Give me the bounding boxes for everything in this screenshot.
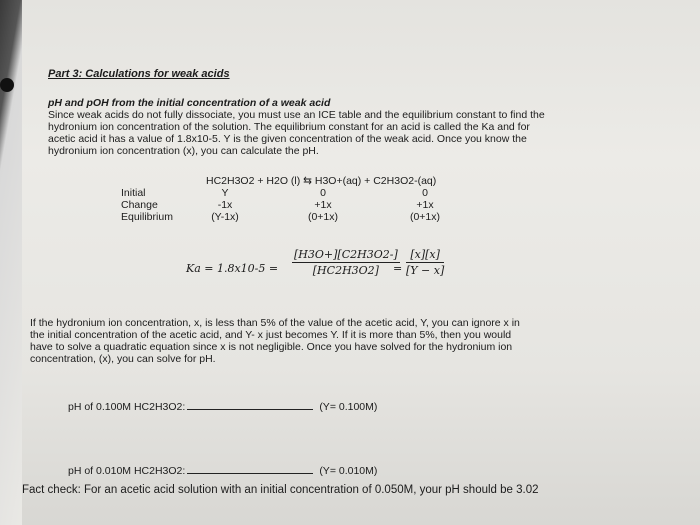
intro-line: acetic acid it has a value of 1.8x10-5. Y is the given concentration of the weak acid. Once you know the xyxy=(48,133,527,145)
reaction-equation: HC2H3O2 + H2O (l) ⇆ H3O+(aq) + C2H3O2-(aq) xyxy=(206,175,437,187)
section-title: Part 3: Calculations for weak acids xyxy=(48,68,230,80)
question-2-label: pH of 0.010M HC2H3O2: xyxy=(68,465,186,477)
ka-expression: Ka = 1.8x10-5 = xyxy=(186,262,279,275)
subheading: pH and pOH from the initial concentration of a weak acid xyxy=(48,97,331,109)
answer-blank-1[interactable] xyxy=(187,399,313,410)
question-2-given: (Y= 0.010M) xyxy=(319,465,378,477)
note-line: If the hydronium ion concentration, x, is less than 5% of the value of the acetic acid, Y, you can ignore x in xyxy=(30,317,520,329)
hole-punch xyxy=(0,78,14,92)
note-line: have to solve a quadratic equation since x is not negligible. Once you have solved for the hydronium ion xyxy=(30,341,513,353)
ice-cell: -1x xyxy=(217,199,233,211)
question-1-given: (Y= 0.100M) xyxy=(319,401,378,413)
ice-cell: 0 xyxy=(422,187,428,199)
ice-cell: (0+1x) xyxy=(409,211,441,223)
ice-cell: +1x xyxy=(416,199,434,211)
fraction-denominator: [HC2H3O2] xyxy=(312,264,379,277)
intro-line: hydronium ion concentration of the solution. The equilibrium constant for an acid is called the Ka and for xyxy=(48,121,530,133)
note-line: concentration, (x), you can solve for pH. xyxy=(30,353,216,365)
fraction-denominator: [Y − x] xyxy=(406,264,445,277)
intro-line: hydronium ion concentration (x), you can calculate the pH. xyxy=(48,145,319,157)
ice-label-change: Change xyxy=(121,199,158,211)
ice-cell: (Y-1x) xyxy=(211,211,239,223)
intro-line: Since weak acids do not fully dissociate, you must use an ICE table and the equilibrium constant to find the xyxy=(48,109,545,121)
ice-label-equilibrium: Equilibrium xyxy=(121,211,173,223)
ka-fraction-species xyxy=(292,248,403,277)
question-1 xyxy=(68,399,377,414)
ice-cell: (0+1x) xyxy=(307,211,339,223)
note-line: the initial concentration of the acetic acid, and Y- x just becomes Y. If it is more than 5%, then you would xyxy=(30,329,512,341)
question-1-label: pH of 0.100M HC2H3O2: xyxy=(68,401,186,413)
fraction-numerator: [x][x] xyxy=(406,248,444,263)
ice-cell: 0 xyxy=(320,187,326,199)
ice-cell: Y xyxy=(221,187,229,199)
question-2 xyxy=(68,463,377,478)
ice-cell: +1x xyxy=(314,199,332,211)
ka-fraction-x xyxy=(406,248,444,277)
answer-blank-2[interactable] xyxy=(187,463,313,474)
fraction-numerator: [H3O+][C2H3O2-] xyxy=(294,248,398,261)
fact-check: Fact check: For an acetic acid solution with an initial concentration of 0.050M, your pH should be 3.02 xyxy=(22,484,539,496)
ice-label-initial: Initial xyxy=(121,187,146,199)
equals-sign: = xyxy=(393,262,403,275)
